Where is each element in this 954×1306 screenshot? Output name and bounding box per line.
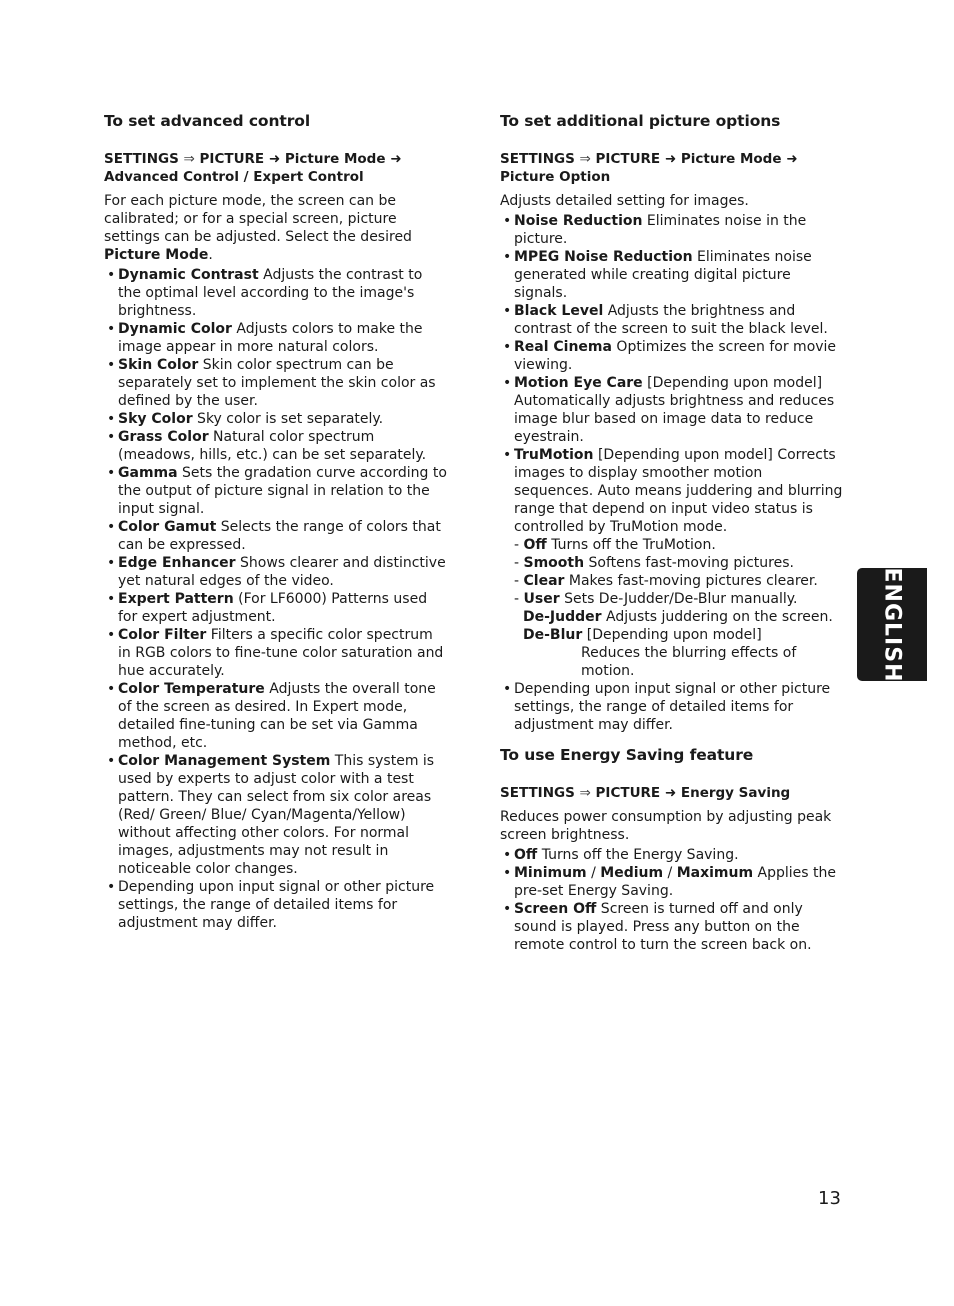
list-item: • Gamma Sets the gradation curve according to the output of picture signal in relation to the input signal. — [104, 464, 449, 518]
dejudder-option: De-Judder Adjusts juddering on the screen. — [523, 609, 833, 625]
list-item: • Screen Off Screen is turned off and only sound is played. Press any button on the remote control to turn the screen back on. — [500, 900, 845, 954]
advanced-control-path — [104, 150, 449, 186]
trumotion-option: - User Sets De-Judder/De-Blur manually. — [514, 591, 798, 607]
advanced-control-heading: To set advanced control — [104, 112, 311, 130]
list-item: • Black Level Adjusts the brightness and contrast of the screen to suit the black level. — [500, 302, 845, 338]
deblur-option: De-Blur [Depending upon model] Reduces the blurring effects of motion. — [523, 627, 797, 679]
arrow-icon: ➜ — [268, 151, 281, 167]
path-advanced-control: Advanced Control / Expert Control — [104, 169, 364, 185]
energy-saving-heading: To use Energy Saving feature — [500, 746, 754, 764]
language-tab-label: ENGLISH — [879, 567, 905, 682]
picture-options-list — [500, 212, 845, 734]
list-item: • Noise Reduction Eliminates noise in the picture. — [500, 212, 845, 248]
list-item: • TruMotion [Depending upon model] Corrects images to display smoother motion sequences. Auto means juddering and blurring range that depend on input video status is controlled by TruMotion mode. — [500, 446, 845, 536]
energy-saving-intro: Reduces power consumption by adjusting peak screen brightness. — [500, 809, 832, 843]
trumotion-option: - Off Turns off the TruMotion. — [514, 537, 716, 553]
picture-options-heading: To set additional picture options — [500, 112, 781, 130]
list-item: • MPEG Noise Reduction Eliminates noise generated while creating digital picture signals. — [500, 248, 845, 302]
list-item: • Color Management System This system is used by experts to adjust color with a test pattern. They can select from six color areas (Red/ Green/ Blue/ Cyan/Magenta/Yellow) without affecting other colors. For normal images, adjustments may not result in noticeable color changes. — [104, 752, 449, 878]
list-item: • Expert Pattern (For LF6000) Patterns used for expert adjustment. — [104, 590, 449, 626]
trumotion-option: - Smooth Softens fast-moving pictures. — [514, 555, 794, 571]
picture-options-intro: Adjusts detailed setting for images. — [500, 193, 749, 209]
advanced-control-list — [104, 266, 449, 932]
list-item-note: • Depending upon input signal or other picture settings, the range of detailed items for adjustment may differ. — [500, 680, 845, 734]
list-item: • Real Cinema Optimizes the screen for movie viewing. — [500, 338, 845, 374]
arrow-icon: ➜ — [664, 151, 677, 167]
hollow-arrow-icon: ⇒ — [579, 785, 591, 801]
list-item: • Color Gamut Selects the range of colors that can be expressed. — [104, 518, 449, 554]
list-item: • Color Temperature Adjusts the overall tone of the screen as desired. In Expert mode, detailed fine-tuning can be set via Gamma method, etc. — [104, 680, 449, 752]
list-item: • Dynamic Contrast Adjusts the contrast to the optimal level according to the image's brightness. — [104, 266, 449, 320]
arrow-icon: ➜ — [390, 151, 402, 167]
language-tab — [857, 568, 927, 681]
list-item-note: • Depending upon input signal or other picture settings, the range of detailed items for adjustment may differ. — [104, 878, 449, 932]
list-item: • Grass Color Natural color spectrum (meadows, hills, etc.) can be set separately. — [104, 428, 449, 464]
advanced-control-intro: For each picture mode, the screen can be calibrated; or for a special screen, picture settings can be adjusted. Select the desired Picture Mode. — [104, 193, 412, 263]
list-item: • Color Filter Filters a specific color spectrum in RGB colors to fine-tune color saturation and hue accurately. — [104, 626, 449, 680]
path-picture: PICTURE — [199, 151, 265, 167]
list-item: • Sky Color Sky color is set separately. — [104, 410, 449, 428]
list-item: • Minimum / Medium / Maximum Applies the pre-set Energy Saving. — [500, 864, 845, 900]
picture-options-path: SETTINGS ⇒ PICTURE ➜ Picture Mode ➜ Picture Option — [500, 151, 798, 185]
path-settings: SETTINGS — [104, 151, 179, 167]
list-item: • Motion Eye Care [Depending upon model] Automatically adjusts brightness and reduces image blur based on image data to reduce eyestrain. — [500, 374, 845, 446]
energy-saving-list — [500, 846, 845, 954]
hollow-arrow-icon: ⇒ — [579, 151, 591, 167]
page-number: 13 — [818, 1188, 841, 1209]
path-picture-mode: Picture Mode — [284, 151, 386, 167]
list-item: • Edge Enhancer Shows clearer and distinctive yet natural edges of the video. — [104, 554, 449, 590]
trumotion-option: - Clear Makes fast-moving pictures clearer. — [514, 573, 818, 589]
list-item: • Off Turns off the Energy Saving. — [500, 846, 845, 864]
arrow-icon: ➜ — [664, 785, 677, 801]
list-item: • Skin Color Skin color spectrum can be separately set to implement the skin color as defined by the user. — [104, 356, 449, 410]
left-column — [104, 112, 449, 932]
energy-saving-path: SETTINGS ⇒ PICTURE ➜ Energy Saving — [500, 785, 791, 801]
hollow-arrow-icon: ⇒ — [183, 151, 195, 167]
list-item: • Dynamic Color Adjusts colors to make the image appear in more natural colors. — [104, 320, 449, 356]
arrow-icon: ➜ — [786, 151, 798, 167]
right-column — [500, 112, 845, 954]
